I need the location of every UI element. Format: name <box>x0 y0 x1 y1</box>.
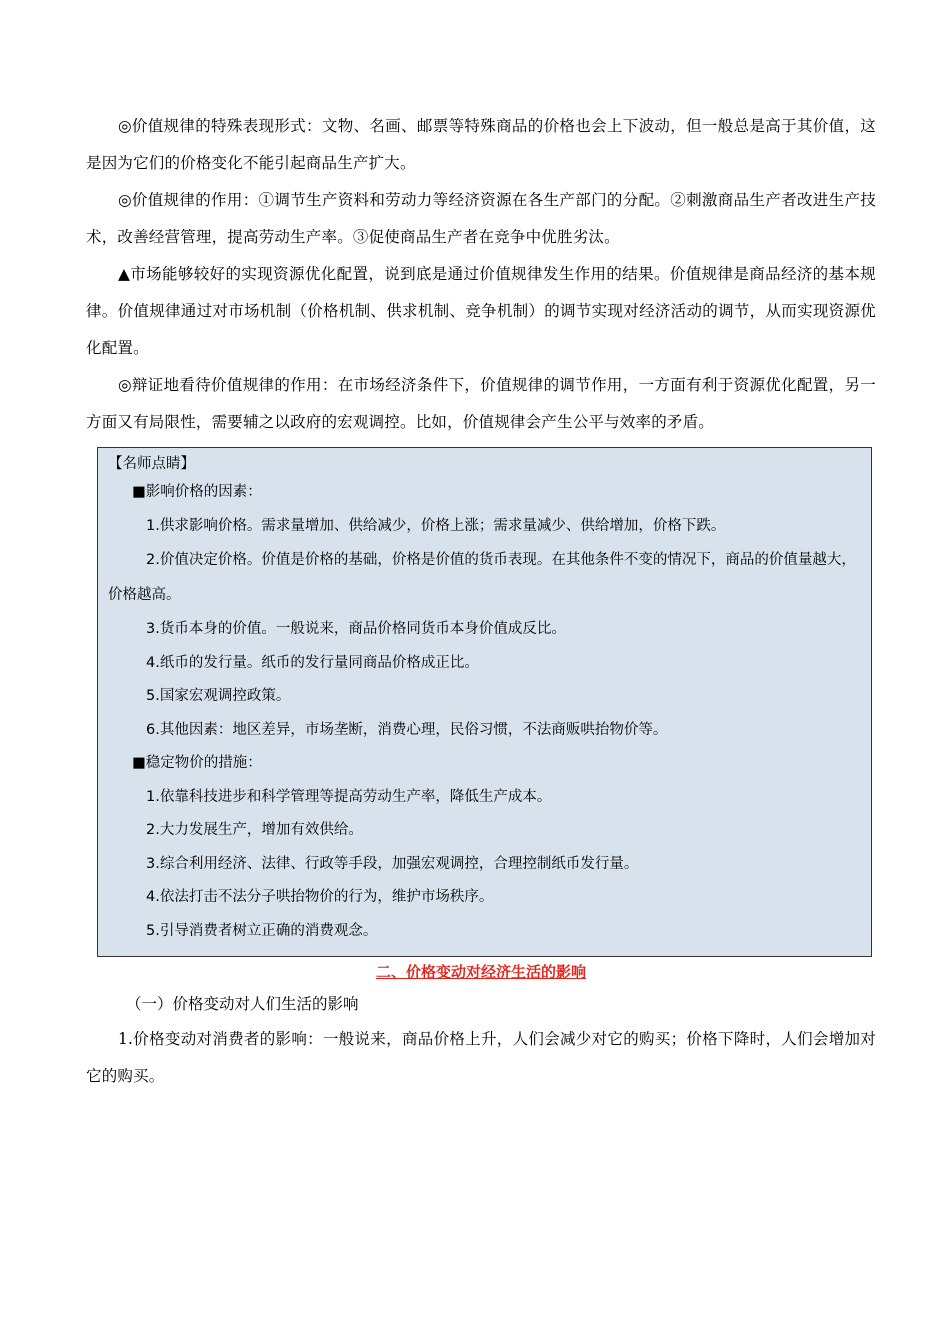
measure-item: 3.综合利用经济、法律、行政等手段，加强宏观调控，合理控制纸币发行量。 <box>146 855 639 872</box>
factor-item: 1.供求影响价格。需求量增加、供给减少，价格上涨；需求量减少、供给增加，价格下跌。 <box>146 517 726 534</box>
teacher-tips-box <box>97 447 872 957</box>
factor-item: 2.价值决定价格。价值是价格的基础，价格是价值的货币表现。在其他条件不变的情况下，商品的价值量越大，价格越高。 <box>108 552 856 603</box>
paragraph-special-forms: ◎价值规律的特殊表现形式：文物、名画、邮票等特殊商品的价格也会上下波动，但一般总是高于其价值，这是因为它们的价格变化不能引起商品生产扩大。 <box>86 117 876 172</box>
factor-item: 5.国家宏观调控政策。 <box>146 688 291 704</box>
paragraph-value-law-role: ◎价值规律的作用：①调节生产资料和劳动力等经济资源在各生产部门的分配。②刺激商品生产者改进生产技术，改善经营管理，提高劳动生产率。③促使商品生产者在竞争中优胜劣汰。 <box>86 191 876 246</box>
section-heading: 二、价格变动对经济生活的影响 <box>375 963 586 981</box>
paragraph-consumer-impact: 1.价格变动对消费者的影响：一般说来，商品价格上升，人们会减少对它的购买；价格下降时，人们会增加对它的购买。 <box>86 1030 876 1085</box>
factor-item: 4.纸币的发行量。纸币的发行量同商品价格成正比。 <box>146 654 479 671</box>
factor-item: 6.其他因素：地区差异，市场垄断，消费心理，民俗习惯，不法商贩哄抬物价等。 <box>146 721 668 738</box>
measure-item: 2.大力发展生产，增加有效供给。 <box>146 822 363 838</box>
paragraph-dialectical-view: ◎辩证地看待价值规律的作用：在市场经济条件下，价值规律的调节作用，一方面有利于资源优化配置，另一方面又有局限性，需要辅之以政府的宏观调控。比如，价值规律会产生公平与效率的矛盾。 <box>86 376 876 431</box>
factor-item: 3.货币本身的价值。一般说来，商品价格同货币本身价值成反比。 <box>146 621 566 637</box>
measure-item: 5.引导消费者树立正确的消费观念。 <box>146 922 378 939</box>
factors-heading: ■影响价格的因素： <box>132 484 262 500</box>
measures-heading: ■稳定物价的措施： <box>132 755 262 771</box>
measure-item: 4.依法打击不法分子哄抬物价的行为，维护市场秩序。 <box>146 889 494 905</box>
section-subheading: （一）价格变动对人们生活的影响 <box>126 995 359 1013</box>
document-page <box>86 108 876 1095</box>
paragraph-market-allocation: ▲市场能够较好的实现资源优化配置，说到底是通过价值规律发生作用的结果。价值规律是商品经济的基本规律。价值规律通过对市场机制（价格机制、供求机制、竞争机制）的调节实现对经济活动的调节，从而实现资源优化配置。 <box>86 265 876 357</box>
measure-item: 1.依靠科技进步和科学管理等提高劳动生产率，降低生产成本。 <box>146 788 552 805</box>
box-title: 【名师点睛】 <box>108 456 195 472</box>
